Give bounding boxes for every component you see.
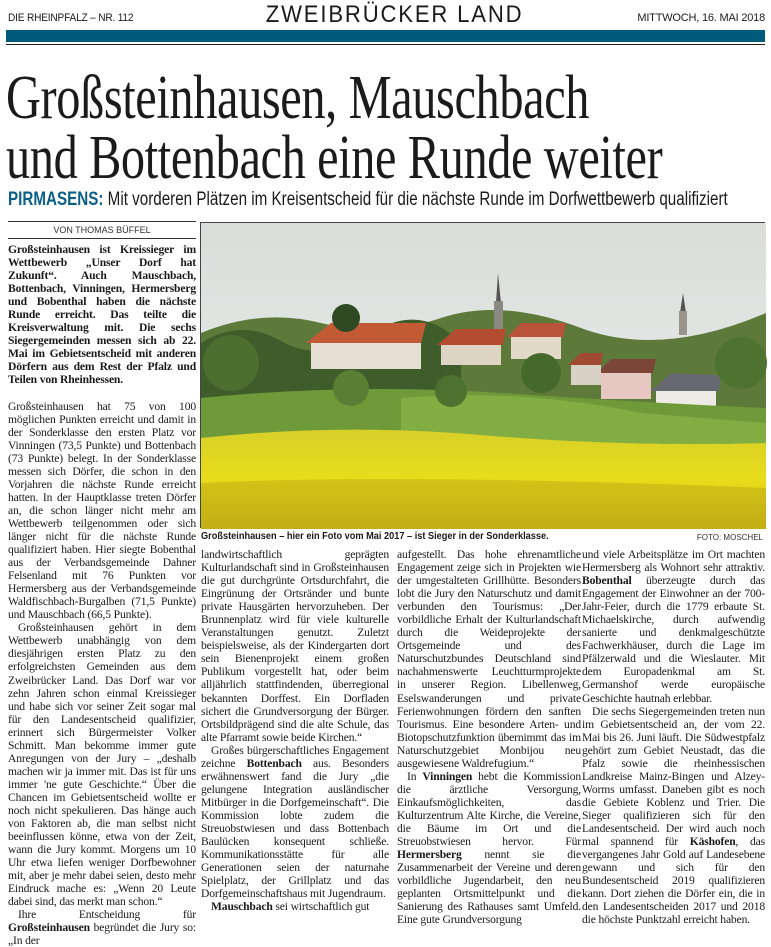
paragraph-text: Die sechs Siegergemeinden treten nun im Gebietsentscheid an, der vom 22. Mai bis 26. Juni läuft. Die Südwestpfalz gehört zum Gebiet Neustadt, das die Pfalz sowie die rheinhessischen Landkreise Mainz-Bingen und Alzey-Worms umfasst. Daneben gibt es noch die Gebiete Koblenz und Trier. Die Sieger qualifizieren sich für den Landesentscheid. Der wird auch noch mal spannend für bbox=[582, 704, 765, 849]
article-column-4 bbox=[582, 548, 765, 927]
headline bbox=[6, 64, 663, 192]
article-paragraph bbox=[582, 548, 765, 705]
newspaper-issue: DIE RHEINPFALZ – NR. 112 bbox=[8, 12, 134, 24]
article-paragraph bbox=[201, 744, 389, 901]
section-title: ZWEIBRÜCKER LAND bbox=[265, 1, 524, 28]
article-paragraph bbox=[201, 548, 389, 744]
place-name: Hermersberg bbox=[397, 848, 462, 862]
paragraph-text: nennt sie die Zusammenarbeit der Vereine und deren vorbildliche Jugendarbeit, den neu geplanten Ortsmittelpunkt und die Sanierung des Rathauses samt Umfeld. Eine gute Grundversorgung bbox=[397, 848, 581, 927]
article-photo bbox=[200, 222, 765, 528]
article-paragraph bbox=[397, 770, 581, 927]
paragraph-text: und viele Arbeitsplätze im Ort machten Hermersberg als Wohnort sehr attraktiv. bbox=[582, 548, 765, 575]
place-name: Bobenthal bbox=[582, 574, 632, 588]
headline-line-2: und Bottenbach eine Runde weiter bbox=[6, 124, 663, 192]
article-column-2 bbox=[201, 548, 389, 914]
divider bbox=[6, 44, 765, 45]
article-paragraph bbox=[8, 621, 196, 908]
article-column-1 bbox=[8, 243, 196, 947]
issue-date: MITTWOCH, 16. MAI 2018 bbox=[637, 12, 765, 24]
place-name: Vinningen bbox=[422, 769, 473, 783]
paragraph-text: landwirtschaftlich geprägten Kulturlandschaft sind in Großsteinhausen die gut durchgrünte Ortsdurchfahrt, die Eingrünung der Ortsränder und bunte private Hausgärten hervorzuheben. Der Brunnenplatz wird für viele kulturelle Veranstaltungen genutzt. Zuletzt beispielsweise, als der Kindergarten dort sein Bienenprojekt einem großen Publikum vorgestellt hat, oder beim alljährlich stattfindenden, überregional bekannten Dorffest. Ein Dorfladen sichert die Grundversorgung der Bürger. Ortsbildprägend sind die alte Schule, das alte Pfarramt sowie beide Kirchen.“ bbox=[201, 548, 389, 744]
divider bbox=[8, 238, 196, 239]
article-paragraph bbox=[397, 548, 581, 770]
place-name: Großsteinhausen bbox=[8, 921, 90, 935]
paragraph-text: Ihre Entscheidung für bbox=[18, 908, 196, 922]
paragraph-text: hebt die Kommission die ärztliche Versorgung, Einkaufsmöglichkeiten, das Kulturzentrum Alte Kirche, die Vereine, die Bäume im Ort und die Streuobstwiesen hervor. Für bbox=[397, 769, 582, 849]
photo-credit: FOTO: MOSCHEL bbox=[696, 533, 763, 542]
place-name: Mauschbach bbox=[211, 900, 273, 914]
article-paragraph bbox=[201, 900, 389, 913]
article-paragraph bbox=[8, 908, 196, 947]
paragraph-text: Großsteinhausen hat 75 von 100 möglichen Punkten erreicht und damit in der Sonderklasse den ersten Platz vor Vinningen (73,5 Punkte) und Bottenbach (73 Punkte) belegt. In der Sonderklasse messen sich Dörfer, die schon in den Vorjahren die nächste Runde erreicht hatten. In der Hauptklasse treten Dörfer an, die schon länger nicht mehr am Wettbewerb teilgenommen oder sich länger nicht für die nächste Runde qualifiziert haben. Hier siegte Bobenthal aus der Verbandsgemeinde Dahner Felsenland mit 76 Punkten vor Hermersberg aus der Verbandsgemeinde Waldfischbach-Burgalben (71,5 Punkte) und Mauschbach (66,5 Punkte). bbox=[8, 399, 196, 622]
kicker: PIRMASENS: bbox=[8, 189, 104, 210]
paragraph-text: Großsteinhausen gehört in dem Wettbewerb unabhängig von dem diesjährigen ersten Platz zu den erfolgreichsten Gemeinden aus dem Zweibrücker Land. Das Dorf war vor zehn Jahren schon einmal Kreissieger und habe sich vor seiner Zeit sogar mal für den Landesentscheid qualifizier, erinnert sich Bürgermeister Volker Schmitt. Man bekomme immer gute Anregungen von der Jury – „deshalb machen wir ja immer mit. Das ist für uns immer 'ne gute Geschichte.“ Über die Chancen im Gebietsentscheid wollte er noch nicht spekulieren. Das hänge auch von Faktoren ab, die man selbst nicht beeinflussen könne, etwa von der Zeit, wann die Jury kommt. Morgens um 10 Uhr etwa liefen weniger Dorfbewohner mit, aber je mehr dabei seien, desto mehr Eindruck mache es: „Wenn 20 Leute dabei sind, das merkt man schon.“ bbox=[8, 621, 196, 909]
place-name: Käshofen bbox=[689, 835, 736, 849]
divider bbox=[8, 221, 196, 222]
paragraph-text: aufgestellt. Das hohe ehrenamtliche Engagement zeige sich in Projekten wie der umgestalteten Grillhütte. Besonders lobt die Jury den Naturschutz und damit verbunden den Tourismus: „Der vorbildliche Erhalt der Kulturlandschaft durch die Weideprojekte der Ortsgemeinde und des Naturschutzbundes Deutschland sind nachahmenswerte Leuchtturmprojekte in unserer Region. Libellenweg, Eselswanderungen und private Ferienwohnungen fördern den sanften Tourismus. Eine besondere Arten- und Biotopschutzfunktion übernimmt das im Naturschutzgebiet Monbijou neu ausgewiesene Waldrefugium.“ bbox=[397, 548, 581, 770]
paragraph-text: In bbox=[407, 769, 423, 783]
place-name: Bottenbach bbox=[246, 756, 302, 770]
byline: VON THOMAS BÜFFEL bbox=[53, 225, 151, 235]
paragraph-text: Großes bürgerschaftliches Engagement zeichne bbox=[201, 743, 389, 770]
article-paragraph bbox=[8, 400, 196, 622]
paragraph-text: überzeugte durch das Engagement der Einwohner an der 700-Jahr-Feier, durch die 1779 erbaute St. Michaelskirche, durch aufwendig sanierte und denkmalgeschützte Fachwerkhäuser, durch die Lage im Pfälzerwald und die Wieslauter. Mit dem Europadenkmal am St. Germanshof werde europäische Geschichte hautnah erlebbar. bbox=[582, 574, 765, 705]
paragraph-text: Großsteinhausen ist Kreissieger im Wettbewerb „Unser Dorf hat Zukunft“. Auch Mauschbach, Bottenbach, Vinningen, Hermersberg und Bobenthal haben die nächste Runde erreicht. Das teilte die Kreisverwaltung mit. Die sechs Siegergemeinden messen sich ab 22. Mai im Gebietsentscheid mit anderen Dörfern aus dem Rest der Pfalz und Teilen von Rheinhessen. bbox=[8, 243, 196, 387]
subheadline-text: Mit vorderen Plätzen im Kreisentscheid für die nächste Runde im Dorfwettbewerb qualifiziert bbox=[103, 189, 728, 210]
village-landscape-photo bbox=[201, 223, 766, 529]
headline-line-1: Großsteinhausen, Mauschbach bbox=[6, 64, 590, 132]
article-column-3 bbox=[397, 548, 582, 927]
brand-bar bbox=[6, 30, 765, 42]
article-lead bbox=[8, 243, 196, 387]
paragraph-text: begründet die Jury so: „In der bbox=[8, 921, 196, 947]
article-paragraph bbox=[582, 705, 765, 927]
paragraph-text: , das vergangenes Jahr Gold auf Landesebene gewann und sich für den Bundesentscheid 2019 qualifizieren kann. Dort ziehen die Dörfer ein, die in den Landesentscheiden 2017 und 2018 die höchste Punktzahl erreicht haben. bbox=[582, 835, 765, 927]
subheadline bbox=[8, 189, 728, 211]
paragraph-text: sei wirtschaftlich gut bbox=[272, 900, 370, 914]
paragraph-text: aus. Besonders erwähnenswert fand die Jury „die gelungene Integration ausländischer Mitbürger in die Dorfgemeinschaft“. Die Kommission lobte zudem die Streuobstwiesen und dass Bottenbach Baulücken konsequent schließe. Kommunikationsstätte für alle Generationen seien der naturnahe Spielplatz, der Grillplatz und das Dorfgemeinschaftshaus mit Jugendraum. bbox=[201, 756, 389, 901]
photo-caption: Großsteinhausen – hier ein Foto vom Mai 2017 – ist Sieger in der Sonderklasse. bbox=[201, 531, 549, 542]
